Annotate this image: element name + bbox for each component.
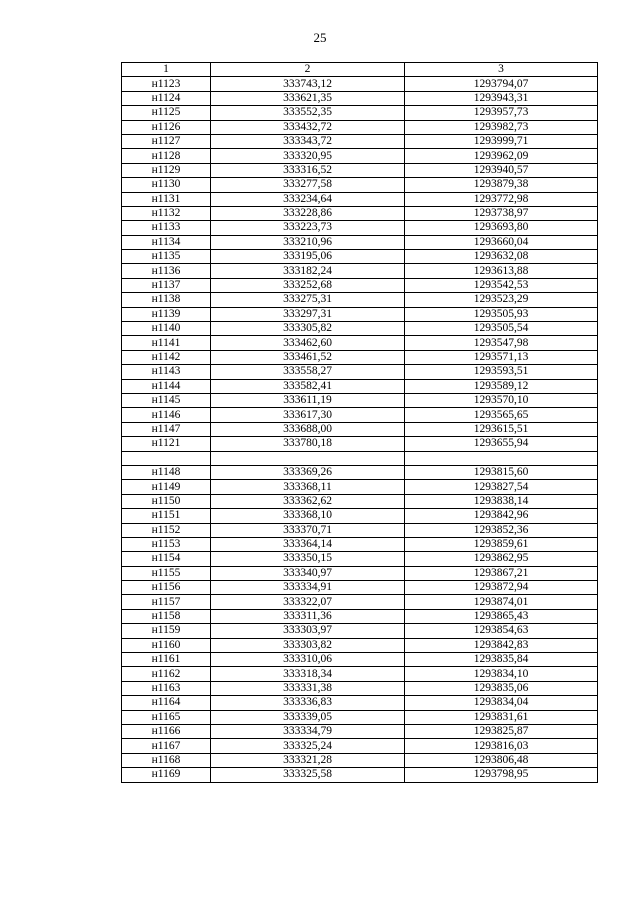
column-header-point: 1 xyxy=(122,63,211,77)
point-id-cell: н1166 xyxy=(122,724,211,738)
point-id-cell: н1121 xyxy=(122,437,211,451)
table-row xyxy=(122,293,598,307)
point-id-cell: н1124 xyxy=(122,91,211,105)
y-coordinate-cell: 1293542,53 xyxy=(405,278,598,292)
column-header-x: 2 xyxy=(211,63,405,77)
y-coordinate-cell: 1293962,09 xyxy=(405,149,598,163)
point-id-cell: н1167 xyxy=(122,739,211,753)
point-id-cell: н1126 xyxy=(122,120,211,134)
x-coordinate-cell: 333461,52 xyxy=(211,350,405,364)
x-coordinate-cell: 333195,06 xyxy=(211,250,405,264)
x-coordinate-cell: 333321,28 xyxy=(211,753,405,767)
point-id-cell: н1152 xyxy=(122,523,211,537)
x-coordinate-cell: 333334,79 xyxy=(211,724,405,738)
x-coordinate-cell: 333334,91 xyxy=(211,581,405,595)
point-id-cell: н1150 xyxy=(122,494,211,508)
y-coordinate-cell: 1293867,21 xyxy=(405,566,598,580)
y-coordinate-cell: 1293806,48 xyxy=(405,753,598,767)
point-id-cell: н1163 xyxy=(122,681,211,695)
y-coordinate-cell: 1293825,87 xyxy=(405,724,598,738)
point-id-cell: н1134 xyxy=(122,235,211,249)
table-row xyxy=(122,393,598,407)
point-id-cell: н1129 xyxy=(122,163,211,177)
x-coordinate-cell: 333462,60 xyxy=(211,336,405,350)
point-id-cell: н1138 xyxy=(122,293,211,307)
point-id-cell: н1123 xyxy=(122,77,211,91)
point-id-cell xyxy=(122,451,211,465)
y-coordinate-cell: 1293879,38 xyxy=(405,178,598,192)
y-coordinate-cell: 1293570,10 xyxy=(405,393,598,407)
y-coordinate-cell: 1293794,07 xyxy=(405,77,598,91)
table-row xyxy=(122,753,598,767)
table-row xyxy=(122,480,598,494)
x-coordinate-cell: 333182,24 xyxy=(211,264,405,278)
x-coordinate-cell: 333552,35 xyxy=(211,106,405,120)
table-row xyxy=(122,768,598,782)
point-id-cell: н1169 xyxy=(122,768,211,782)
y-coordinate-cell: 1293831,61 xyxy=(405,710,598,724)
table-row xyxy=(122,134,598,148)
table-row xyxy=(122,307,598,321)
table-row xyxy=(122,77,598,91)
y-coordinate-cell: 1293693,80 xyxy=(405,221,598,235)
point-id-cell: н1165 xyxy=(122,710,211,724)
table-row xyxy=(122,408,598,422)
point-id-cell: н1135 xyxy=(122,250,211,264)
x-coordinate-cell: 333617,30 xyxy=(211,408,405,422)
table-row xyxy=(122,681,598,695)
point-id-cell: н1168 xyxy=(122,753,211,767)
x-coordinate-cell: 333364,14 xyxy=(211,537,405,551)
table-row xyxy=(122,178,598,192)
y-coordinate-cell: 1293852,36 xyxy=(405,523,598,537)
y-coordinate-cell xyxy=(405,451,598,465)
table-row xyxy=(122,653,598,667)
table-row xyxy=(122,322,598,336)
table-row xyxy=(122,206,598,220)
y-coordinate-cell: 1293571,13 xyxy=(405,350,598,364)
y-coordinate-cell: 1293827,54 xyxy=(405,480,598,494)
x-coordinate-cell: 333322,07 xyxy=(211,595,405,609)
y-coordinate-cell: 1293872,94 xyxy=(405,581,598,595)
point-id-cell: н1159 xyxy=(122,624,211,638)
point-id-cell: н1148 xyxy=(122,465,211,479)
y-coordinate-cell: 1293816,03 xyxy=(405,739,598,753)
x-coordinate-cell: 333325,58 xyxy=(211,768,405,782)
table-row xyxy=(122,91,598,105)
x-coordinate-cell: 333303,97 xyxy=(211,624,405,638)
y-coordinate-cell: 1293957,73 xyxy=(405,106,598,120)
x-coordinate-cell: 333362,62 xyxy=(211,494,405,508)
point-id-cell: н1158 xyxy=(122,609,211,623)
x-coordinate-cell: 333582,41 xyxy=(211,379,405,393)
point-id-cell: н1161 xyxy=(122,653,211,667)
point-id-cell: н1157 xyxy=(122,595,211,609)
x-coordinate-cell: 333336,83 xyxy=(211,696,405,710)
table-row xyxy=(122,696,598,710)
point-id-cell: н1140 xyxy=(122,322,211,336)
table-row xyxy=(122,120,598,134)
y-coordinate-cell: 1293593,51 xyxy=(405,365,598,379)
table-row xyxy=(122,638,598,652)
table-row xyxy=(122,581,598,595)
x-coordinate-cell: 333277,58 xyxy=(211,178,405,192)
point-id-cell: н1139 xyxy=(122,307,211,321)
point-id-cell: н1131 xyxy=(122,192,211,206)
y-coordinate-cell: 1293859,61 xyxy=(405,537,598,551)
y-coordinate-cell: 1293865,43 xyxy=(405,609,598,623)
point-id-cell: н1147 xyxy=(122,422,211,436)
point-id-cell: н1136 xyxy=(122,264,211,278)
table-row xyxy=(122,566,598,580)
x-coordinate-cell: 333210,96 xyxy=(211,235,405,249)
x-coordinate-cell: 333320,95 xyxy=(211,149,405,163)
table-row xyxy=(122,106,598,120)
y-coordinate-cell: 1293655,94 xyxy=(405,437,598,451)
point-id-cell: н1156 xyxy=(122,581,211,595)
x-coordinate-cell: 333339,05 xyxy=(211,710,405,724)
table-row xyxy=(122,724,598,738)
y-coordinate-cell: 1293835,06 xyxy=(405,681,598,695)
x-coordinate-cell: 333331,38 xyxy=(211,681,405,695)
y-coordinate-cell: 1293523,29 xyxy=(405,293,598,307)
coordinates-table xyxy=(121,62,598,783)
table-row xyxy=(122,149,598,163)
point-id-cell: н1130 xyxy=(122,178,211,192)
y-coordinate-cell: 1293505,93 xyxy=(405,307,598,321)
y-coordinate-cell: 1293815,60 xyxy=(405,465,598,479)
table-row xyxy=(122,667,598,681)
point-id-cell: н1128 xyxy=(122,149,211,163)
y-coordinate-cell: 1293547,98 xyxy=(405,336,598,350)
point-id-cell: н1137 xyxy=(122,278,211,292)
x-coordinate-cell: 333318,34 xyxy=(211,667,405,681)
table-row xyxy=(122,264,598,278)
y-coordinate-cell: 1293565,65 xyxy=(405,408,598,422)
x-coordinate-cell: 333611,19 xyxy=(211,393,405,407)
y-coordinate-cell: 1293999,71 xyxy=(405,134,598,148)
table-row xyxy=(122,523,598,537)
x-coordinate-cell: 333311,36 xyxy=(211,609,405,623)
y-coordinate-cell: 1293615,51 xyxy=(405,422,598,436)
y-coordinate-cell: 1293505,54 xyxy=(405,322,598,336)
x-coordinate-cell: 333316,52 xyxy=(211,163,405,177)
point-id-cell: н1142 xyxy=(122,350,211,364)
table-row xyxy=(122,163,598,177)
table-row xyxy=(122,465,598,479)
x-coordinate-cell: 333325,24 xyxy=(211,739,405,753)
point-id-cell: н1144 xyxy=(122,379,211,393)
x-coordinate-cell: 333350,15 xyxy=(211,552,405,566)
y-coordinate-cell: 1293862,95 xyxy=(405,552,598,566)
y-coordinate-cell: 1293943,31 xyxy=(405,91,598,105)
point-id-cell: н1155 xyxy=(122,566,211,580)
x-coordinate-cell: 333558,27 xyxy=(211,365,405,379)
table-row xyxy=(122,278,598,292)
table-row xyxy=(122,609,598,623)
y-coordinate-cell: 1293589,12 xyxy=(405,379,598,393)
x-coordinate-cell: 333432,72 xyxy=(211,120,405,134)
x-coordinate-cell: 333228,86 xyxy=(211,206,405,220)
x-coordinate-cell: 333223,73 xyxy=(211,221,405,235)
x-coordinate-cell: 333310,06 xyxy=(211,653,405,667)
table-row xyxy=(122,710,598,724)
table-row xyxy=(122,437,598,451)
table-row xyxy=(122,192,598,206)
point-id-cell: н1132 xyxy=(122,206,211,220)
point-id-cell: н1149 xyxy=(122,480,211,494)
point-id-cell: н1145 xyxy=(122,393,211,407)
x-coordinate-cell: 333275,31 xyxy=(211,293,405,307)
y-coordinate-cell: 1293613,88 xyxy=(405,264,598,278)
y-coordinate-cell: 1293834,10 xyxy=(405,667,598,681)
table-row xyxy=(122,422,598,436)
point-id-cell: н1143 xyxy=(122,365,211,379)
y-coordinate-cell: 1293632,08 xyxy=(405,250,598,264)
table-row xyxy=(122,250,598,264)
point-id-cell: н1125 xyxy=(122,106,211,120)
table-row xyxy=(122,350,598,364)
point-id-cell: н1153 xyxy=(122,537,211,551)
y-coordinate-cell: 1293738,97 xyxy=(405,206,598,220)
x-coordinate-cell: 333303,82 xyxy=(211,638,405,652)
x-coordinate-cell: 333343,72 xyxy=(211,134,405,148)
y-coordinate-cell: 1293834,04 xyxy=(405,696,598,710)
table-row xyxy=(122,494,598,508)
x-coordinate-cell xyxy=(211,451,405,465)
x-coordinate-cell: 333370,71 xyxy=(211,523,405,537)
y-coordinate-cell: 1293838,14 xyxy=(405,494,598,508)
x-coordinate-cell: 333780,18 xyxy=(211,437,405,451)
x-coordinate-cell: 333305,82 xyxy=(211,322,405,336)
x-coordinate-cell: 333234,64 xyxy=(211,192,405,206)
point-id-cell: н1151 xyxy=(122,509,211,523)
x-coordinate-cell: 333252,68 xyxy=(211,278,405,292)
table-row xyxy=(122,221,598,235)
point-id-cell: н1154 xyxy=(122,552,211,566)
table-row xyxy=(122,365,598,379)
point-id-cell: н1146 xyxy=(122,408,211,422)
x-coordinate-cell: 333368,10 xyxy=(211,509,405,523)
y-coordinate-cell: 1293854,63 xyxy=(405,624,598,638)
table-row xyxy=(122,552,598,566)
column-header-y: 3 xyxy=(405,63,598,77)
table-row xyxy=(122,595,598,609)
table-row xyxy=(122,624,598,638)
table-row xyxy=(122,739,598,753)
table-row xyxy=(122,537,598,551)
x-coordinate-cell: 333621,35 xyxy=(211,91,405,105)
y-coordinate-cell: 1293940,57 xyxy=(405,163,598,177)
y-coordinate-cell: 1293772,98 xyxy=(405,192,598,206)
y-coordinate-cell: 1293842,96 xyxy=(405,509,598,523)
point-id-cell: н1127 xyxy=(122,134,211,148)
table-row xyxy=(122,509,598,523)
y-coordinate-cell: 1293660,04 xyxy=(405,235,598,249)
table-header-row xyxy=(122,63,598,77)
y-coordinate-cell: 1293842,83 xyxy=(405,638,598,652)
x-coordinate-cell: 333369,26 xyxy=(211,465,405,479)
x-coordinate-cell: 333743,12 xyxy=(211,77,405,91)
point-id-cell: н1133 xyxy=(122,221,211,235)
y-coordinate-cell: 1293835,84 xyxy=(405,653,598,667)
point-id-cell: н1162 xyxy=(122,667,211,681)
y-coordinate-cell: 1293982,73 xyxy=(405,120,598,134)
y-coordinate-cell: 1293798,95 xyxy=(405,768,598,782)
x-coordinate-cell: 333688,00 xyxy=(211,422,405,436)
y-coordinate-cell: 1293874,01 xyxy=(405,595,598,609)
table-row xyxy=(122,235,598,249)
x-coordinate-cell: 333340,97 xyxy=(211,566,405,580)
page-number: 25 xyxy=(313,30,327,45)
point-id-cell: н1164 xyxy=(122,696,211,710)
table-row xyxy=(122,336,598,350)
x-coordinate-cell: 333297,31 xyxy=(211,307,405,321)
x-coordinate-cell: 333368,11 xyxy=(211,480,405,494)
point-id-cell: н1141 xyxy=(122,336,211,350)
table-row xyxy=(122,379,598,393)
table-separator-row xyxy=(122,451,598,465)
table-body xyxy=(122,63,598,783)
point-id-cell: н1160 xyxy=(122,638,211,652)
